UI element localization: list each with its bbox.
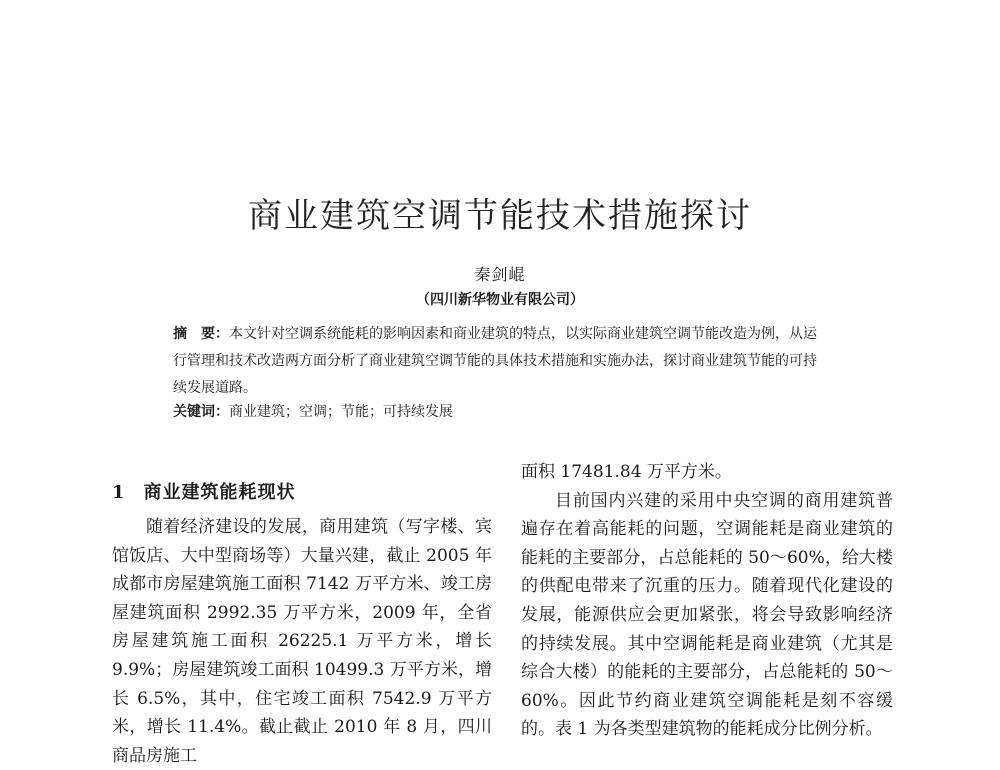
body-paragraph-continuation: 面积 17481.84 万平方米。 <box>521 462 732 482</box>
right-column <box>521 458 893 744</box>
abstract-label: 摘 要： <box>173 326 229 342</box>
author-name: 秦剑崐 <box>474 265 526 284</box>
section-heading <box>112 478 296 504</box>
abstract <box>173 321 829 402</box>
body-paragraph: 随着经济建设的发展，商用建筑（写字楼、宾馆饭店、大中型商场等）大量兴建，截止 2005 年成都市房屋建筑施工面积 7142 万平方米、竣工房屋建筑面积 2992.35 万平方米，2009 年，全省房屋建筑施工面积 26225.1 万平方米，增长 9.9%；房屋建筑竣工面积 10499.3 万平方米，增长 6.5%，其中，住宅竣工面积 7542.9 万平方米，增长 11.4%。截止截止 2010 年 8 月，四川商品房施工 <box>112 517 492 766</box>
paper-title: 商业建筑空调节能技术措施探讨 <box>248 196 752 236</box>
author-affiliation: （四川新华物业有限公司） <box>416 292 584 308</box>
section-title: 商业建筑能耗现状 <box>143 482 296 503</box>
left-column <box>112 513 492 770</box>
keywords-text: 商业建筑；空调；节能；可持续发展 <box>229 404 453 420</box>
body-paragraph: 目前国内兴建的采用中央空调的商用建筑普遍存在着高能耗的问题，空调能耗是商业建筑的能耗的主要部分，占总能耗的 50～60%，给大楼的供配电带来了沉重的压力。随着现代化建设的发展，能源供应会更加紧张，将会导致影响经济的持续发展。其中空调能耗是商业建筑（尤其是综合大楼）的能耗的主要部分，占总能耗的 50～60%。因此节约商业建筑空调能耗是刻不容缓的。表 1 为各类型建筑物的能耗成分比例分析。 <box>521 490 893 740</box>
keywords <box>173 402 829 422</box>
section-number: 1 <box>112 482 126 503</box>
abstract-text: 本文针对空调系统能耗的影响因素和商业建筑的特点，以实际商业建筑空调节能改造为例，从运行管理和技术改造两方面分析了商业建筑空调节能的具体技术措施和实施办法，探讨商业建筑节能的可持续发展道路。 <box>173 326 817 396</box>
keywords-label: 关键词： <box>173 404 229 420</box>
